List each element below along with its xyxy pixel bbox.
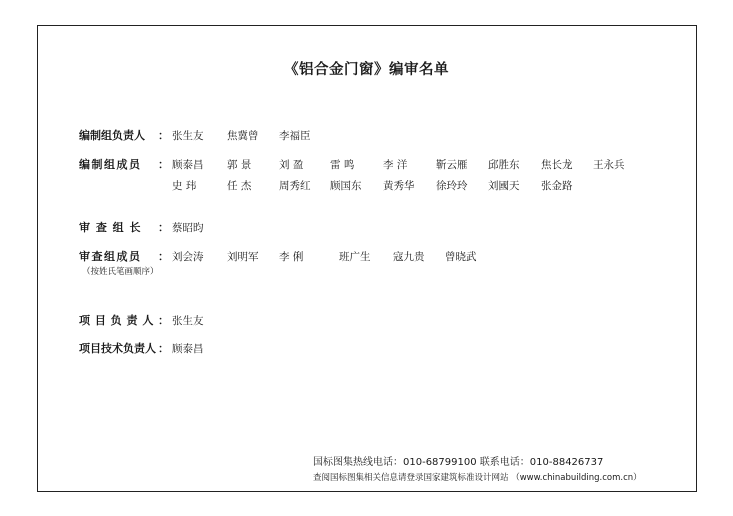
name-item: 刘國天 [488,180,520,192]
name-item: 顾泰昌 [172,159,204,171]
review-leader-label: 审 查 组 长 [79,221,142,234]
name-item: 刘 盈 [279,159,304,171]
name-item: 刘会涛 [172,251,204,263]
name-item: 李 俐 [279,251,304,263]
name-item: 班广生 [339,251,371,263]
name-item: 周秀红 [279,180,311,192]
name-item: 王永兵 [593,159,625,171]
reviewers-colon: ： [158,250,169,263]
project-lead-label: 项 目 负 责 人 [79,314,154,327]
reviewers-label: 审查组成员 [79,250,142,263]
reviewers-note: （按姓氏笔画顺序） [82,267,159,277]
name-item: 寇九贵 [393,251,425,263]
name-item: 任 杰 [227,180,252,192]
name-item: 郭 景 [227,159,252,171]
name-item: 焦冀曾 [227,130,259,142]
name-item: 张生友 [172,315,204,327]
editors-colon: ： [158,158,169,171]
name-item: 徐玲玲 [436,180,468,192]
page-title: 《铝合金门窗》编审名单 [284,62,449,78]
name-item: 黄秀华 [383,180,415,192]
review-leader-colon: ： [158,221,169,234]
tech-lead-colon: ： [158,342,169,355]
name-item: 刘明军 [227,251,259,263]
name-item: 蔡昭昀 [172,222,204,234]
footer-website-note: 查阅国标图集相关信息请登录国家建筑标准设计网站 （www.chinabuilding.com.cn） [313,473,642,483]
tech-lead-label: 项目技术负责人 [79,342,156,355]
name-item: 顾泰昌 [172,343,204,355]
name-item: 雷 鸣 [330,159,355,171]
chief-editor-label: 编制组负责人 [79,129,145,142]
name-item: 张金路 [541,180,573,192]
name-item: 邱胜东 [488,159,520,171]
project-lead-colon: ： [158,314,169,327]
editors-label: 编制组成员 [79,158,142,171]
name-item: 靳云雁 [436,159,468,171]
name-item: 李福臣 [279,130,311,142]
name-item: 史 玮 [172,180,197,192]
chief-editor-colon: ： [158,129,169,142]
name-item: 曾晓武 [445,251,477,263]
name-item: 张生友 [172,130,204,142]
footer-hotline: 国标图集热线电话：010-68799100 联系电话：010-88426737 [313,457,604,468]
name-item: 顾国东 [330,180,362,192]
name-item: 焦长龙 [541,159,573,171]
name-item: 李 洋 [383,159,408,171]
